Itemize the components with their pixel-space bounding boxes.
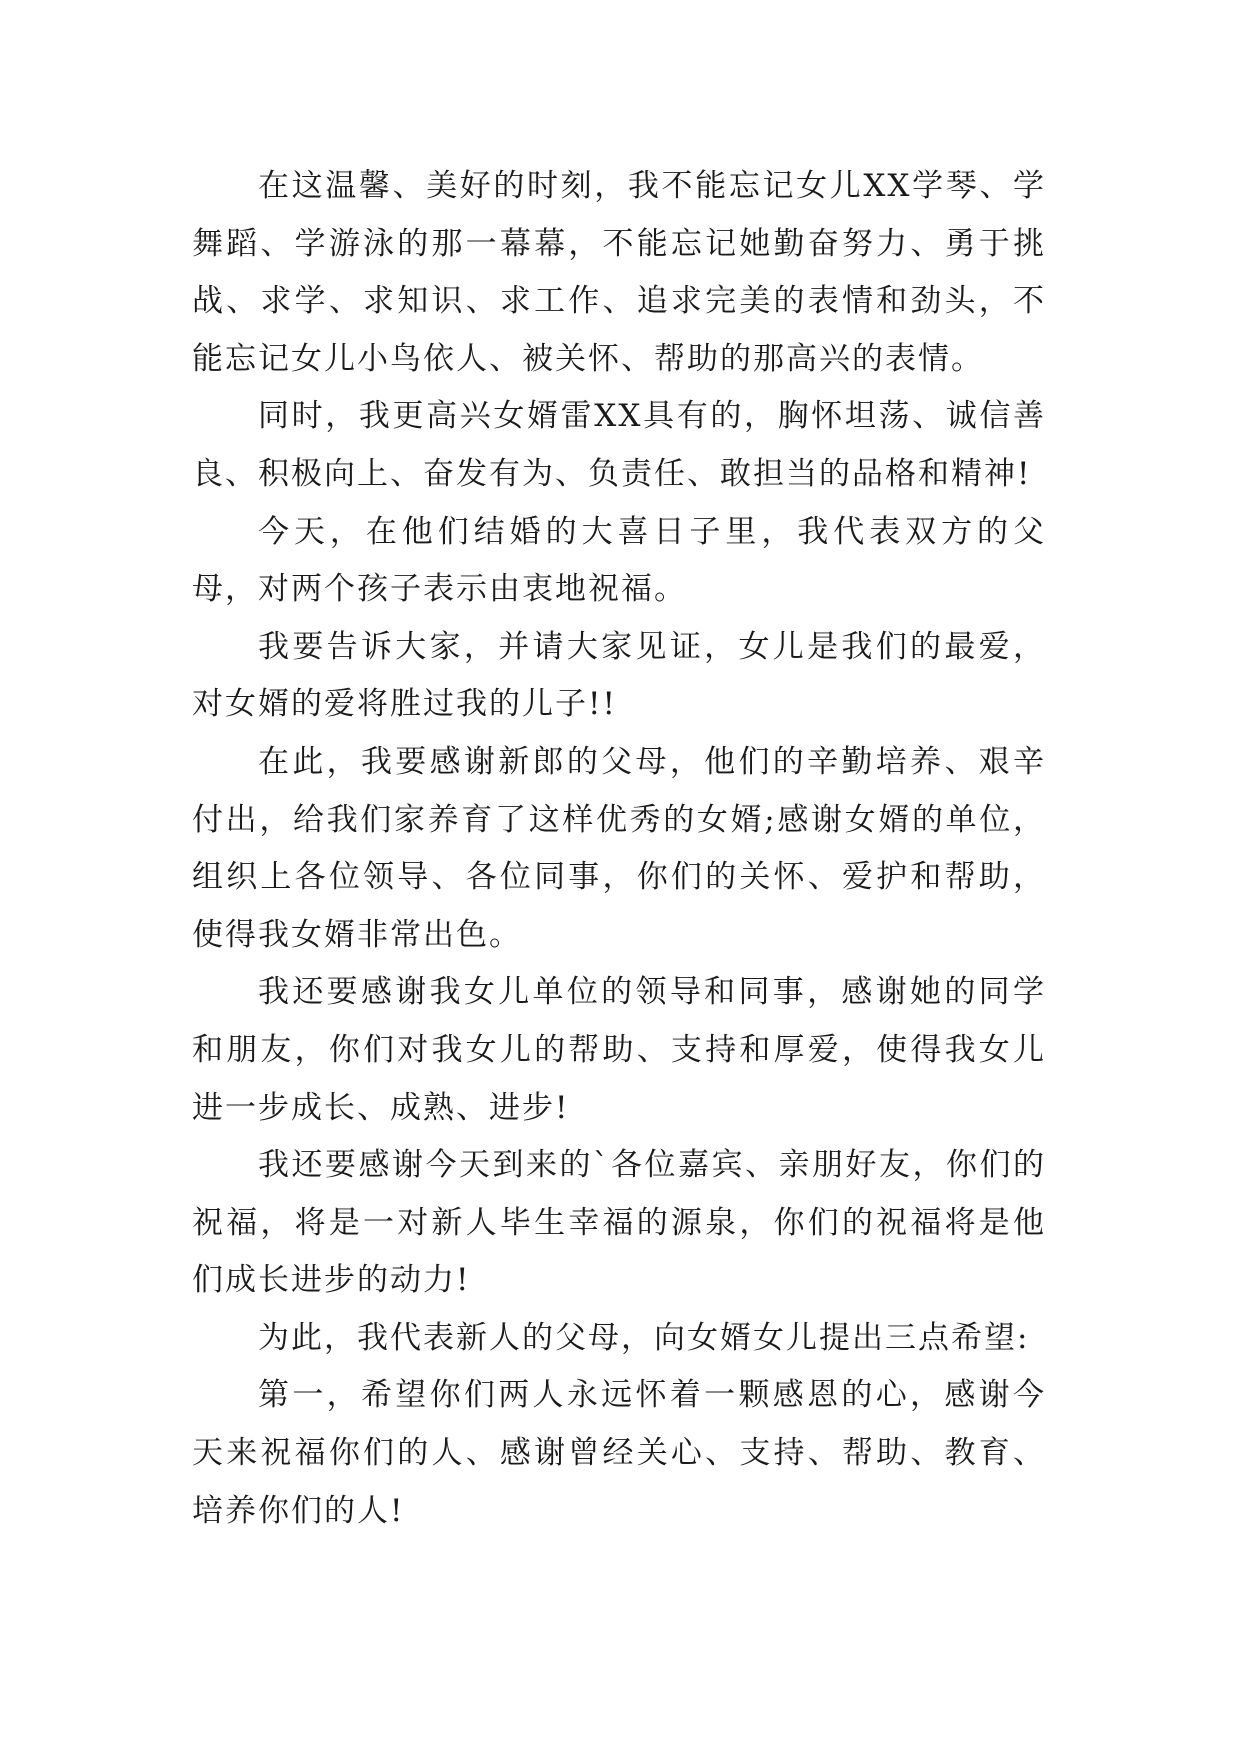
paragraph-9: 第一，希望你们两人永远怀着一颗感恩的心，感谢今天来祝福你们的人、感谢曾经关心、支持、帮助、教育、培养你们的人! [192, 1377, 1046, 1529]
paragraph-4: 我要告诉大家，并请大家见证，女儿是我们的最爱，对女婿的爱将胜过我的儿子!! [192, 628, 1046, 723]
paragraph-5: 在此，我要感谢新郎的父母，他们的辛勤培养、艰辛付出，给我们家养育了这样优秀的女婿;感谢女婿的单位，组织上各位领导、各位同事，你们的关怀、爱护和帮助，使得我女婿非常出色。 [192, 743, 1046, 953]
paragraph-3: 今天，在他们结婚的大喜日子里，我代表双方的父母，对两个孩子表示由衷地祝福。 [192, 513, 1046, 608]
document-body [192, 158, 1046, 1540]
paragraph-8: 为此，我代表新人的父母，向女婿女儿提出三点希望: [258, 1319, 1030, 1356]
paragraph-2: 同时，我更高兴女婿雷XX具有的，胸怀坦荡、诚信善良、积极向上、奋发有为、负责任、敢担当的品格和精神! [192, 398, 1046, 492]
paragraph-1: 在这温馨、美好的时刻，我不能忘记女儿XX学琴、学舞蹈、学游泳的那一幕幕，不能忘记她勤奋努力、勇于挑战、求学、求知识、求工作、追求完美的表情和劲头，不能忘记女儿小鸟依人、被关怀、帮助的那高兴的表情。 [192, 168, 1046, 377]
paragraph-6: 我还要感谢我女儿单位的领导和同事，感谢她的同学和朋友，你们对我女儿的帮助、支持和厚爱，使得我女儿进一步成长、成熟、进步! [192, 974, 1046, 1126]
paragraph-7: 我还要感谢今天到来的`各位嘉宾、亲朋好友，你们的祝福，将是一对新人毕生幸福的源泉，你们的祝福将是他们成长进步的动力! [192, 1147, 1046, 1299]
